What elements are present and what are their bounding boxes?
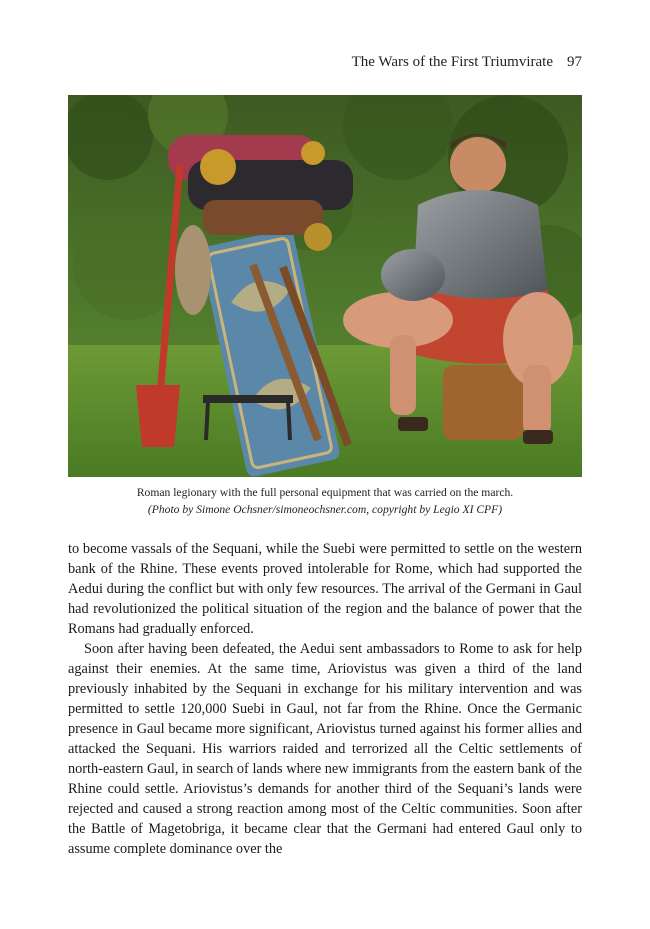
body-text xyxy=(68,539,582,859)
figure-caption xyxy=(68,484,582,518)
caption-credit: (Photo by Simone Ochsner/simoneochsner.com, copyright by Legio XI CPF) xyxy=(147,503,503,516)
page-number: 97 xyxy=(567,54,582,70)
paragraph: Soon after having been defeated, the Aedui sent ambassadors to Rome to ask for help against their enemies. At the same time, Ariovistus was given a third of the land previously inhabited by the Sequani in exchange for his military intervention and was permitted to settle 120,000 Suebi in Gaul, not far from the Rhine. Once the Germanic presence in Gaul became more significant, Ariovistus turned against his former allies and attacked the Sequani. His warriors raided and terrorized all the Celtic settlements of north-eastern Gaul, in search of lands where new immigrants from the eastern bank of the Rhine could settle. Ariovistus’s demands for another third of the Sequani’s lands were rejected and caused a strong reaction among most of the Celtic communities. Soon after the Battle of Magetobriga, it became clear that the Germani had entered Gaul only to assume complete dominance over the xyxy=(68,641,582,857)
running-header xyxy=(300,54,582,71)
running-title: The Wars of the First Triumvirate xyxy=(351,54,553,70)
caption-text: Roman legionary with the full personal equipment that was carried on the march. xyxy=(136,486,514,499)
paragraph: to become vassals of the Sequani, while the Suebi were permitted to settle on the western bank of the Rhine. These events proved intolerable for Rome, which had supported the Aedui during the conflict but with only few resources. The arrival of the Germani in Gaul had revolutionized the political situation of the region and the balance of power that the Romans had gradually enforced. xyxy=(68,541,582,637)
legionary-photo xyxy=(68,95,582,477)
